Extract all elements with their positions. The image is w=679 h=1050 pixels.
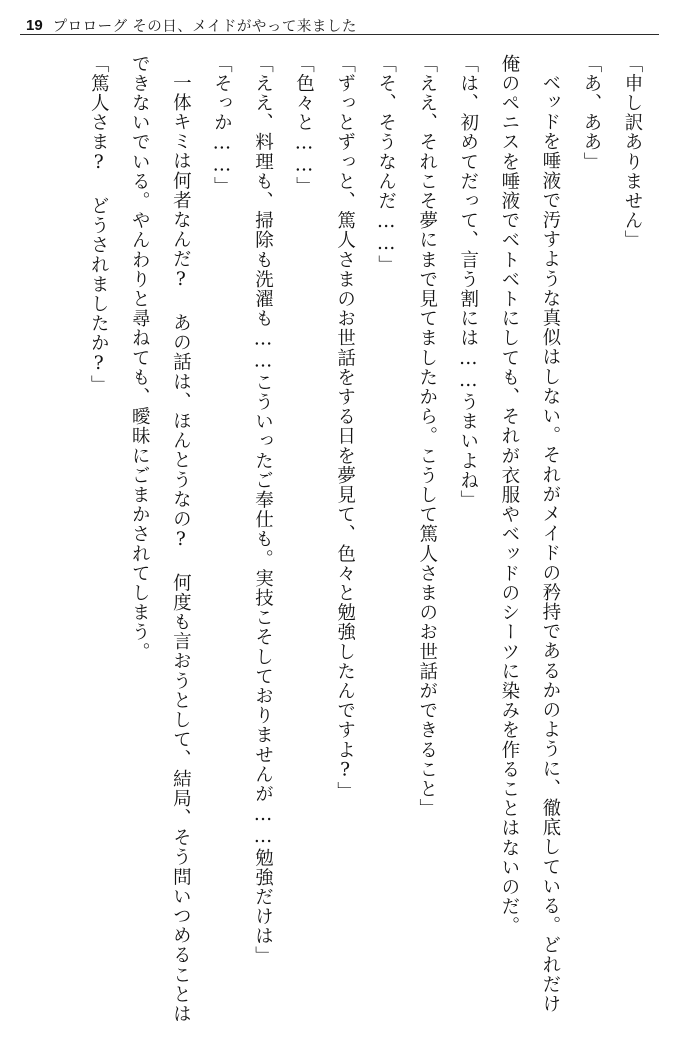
body-paragraph: ベッドを唾液で汚すような真似はしない。それがメイドの矜持であるかのように、徹底している。どれだけ俺のペニスを唾液でベトベトにしても、それが衣服やベッドのシーツに染みを作ることはないのだ。 — [498, 54, 561, 1014]
body-paragraph: 「そっか……」 — [211, 54, 233, 197]
body-paragraph: 「ええ、料理も、掃除も洗濯も……こういったご奉仕も。実技こそしておりませんが……勉強だけは」 — [252, 54, 274, 966]
page-number: 19 — [26, 16, 43, 34]
body-paragraph: 「色々と……」 — [293, 54, 315, 197]
page-header — [0, 0, 679, 40]
body-paragraph: 一体キミは何者なんだ? あの話は、ほんとうなの? 何度も言おうとして、結局、そう問いつめることはできないでいる。やんわりと尋ねても、曖昧にごまかされてしまう。 — [129, 54, 192, 1024]
page-body — [0, 40, 679, 1050]
body-paragraph: 「そ、そうなんだ……」 — [375, 54, 397, 275]
body-paragraph: 「あ、ああ」 — [580, 54, 602, 172]
body-paragraph: 「ええ、それこそ夢にまで見てましたから。こうして篤人さまのお世話ができること」 — [416, 54, 438, 819]
body-paragraph: 「ずっとずっと、篤人さまのお世話をする日を夢見て、色々と勉強したんですよ?」 — [334, 54, 356, 802]
vertical-text-column — [26, 54, 653, 1032]
body-paragraph: 「篤人さま? どうされましたか?」 — [88, 54, 110, 395]
body-paragraph: 「申し訳ありません」 — [622, 54, 643, 250]
body-paragraph: 「は、初めてだって、言う割には……うまいよね」 — [457, 54, 479, 510]
header-divider-rule — [20, 34, 659, 35]
running-head-title: プロローグ その日、メイドがやって来ました — [52, 18, 357, 35]
